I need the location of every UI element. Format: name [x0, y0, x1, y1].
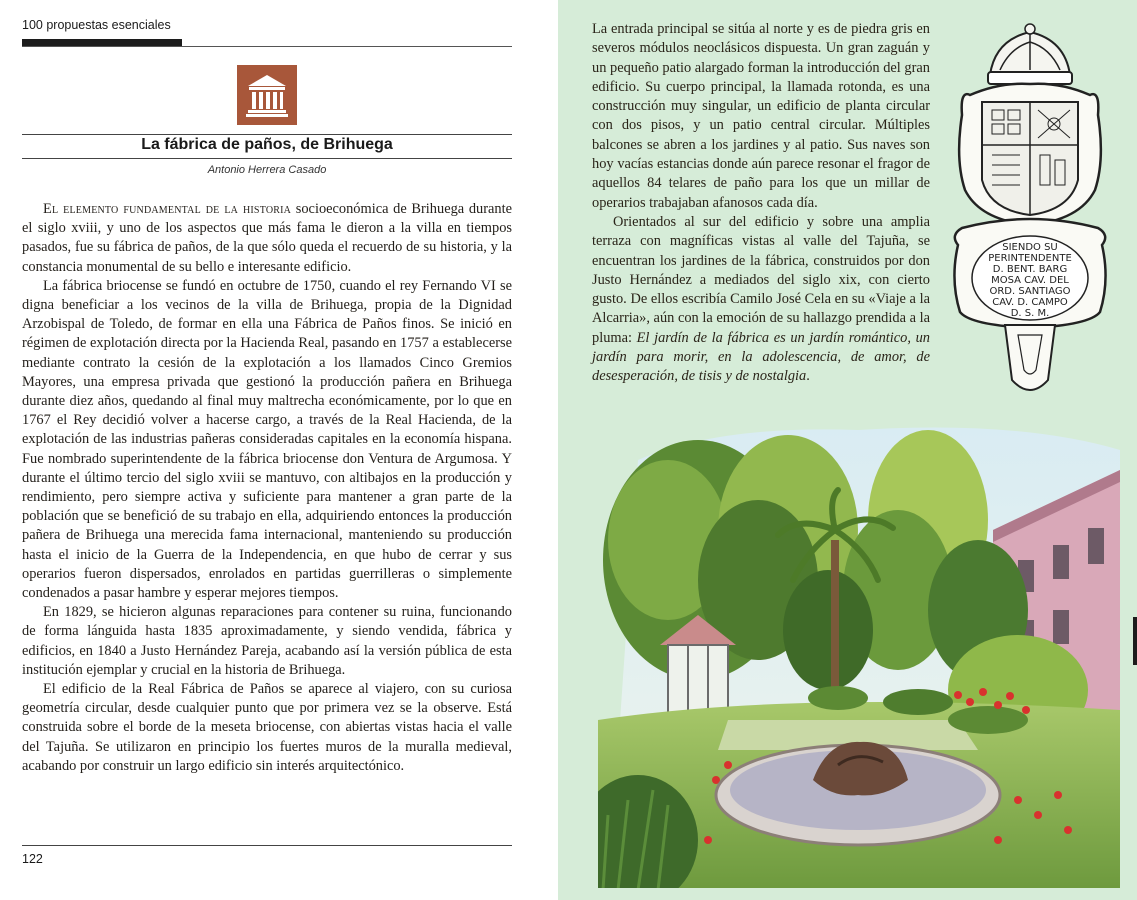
running-header: 100 propuestas esenciales: [22, 18, 171, 32]
left-page: [0, 0, 548, 900]
title-rule-bottom: [22, 158, 512, 159]
classical-building-icon: [237, 65, 297, 125]
article-author: Antonio Herrera Casado: [207, 164, 327, 176]
left-body-text: [22, 200, 512, 776]
article-title: La fábrica de paños, de Brihuega: [141, 136, 393, 153]
seal-line-7: D. S. M.: [1010, 308, 1050, 319]
seal-line-1: SIENDO SU: [1002, 242, 1058, 253]
heraldic-seal-illustration: [940, 20, 1120, 405]
page-edge-tab: [1133, 617, 1137, 665]
paragraph: [592, 213, 930, 387]
seal-line-3: D. BENT. BARG: [992, 264, 1068, 275]
seal-line-5: ORD. SANTIAGO: [989, 286, 1071, 297]
lead-in-smallcaps: El elemento fundamental de la historia: [43, 201, 292, 217]
paragraph: [22, 200, 512, 277]
page-number: 122: [22, 852, 43, 866]
right-body-text: [592, 20, 930, 387]
paragraph-text: Orientados al sur del edificio y sobre una amplia terraza con magníficas vistas al valle del Tajuña, se encuentran los jardines de la fábrica, construidos por don Justo Hernández a mediados del siglo xix, con cierto gusto. De ellos escribía Camilo José Cela en su «Viaje a la Alcarria», aún con la emoción de su hallazgo prendida a la pluma:: [592, 213, 930, 346]
paragraph-rest: socioeconómica de Brihuega durante el siglo xviii, y uno de los aspectos que más fama le dieron a la villa en tiempos pasados, fue su fábrica de paños, de la que sólo queda el recuerdo de su historia, y la constancia monumental de su bello e interesante edificio.: [22, 201, 513, 275]
seal-line-4: MOSA CAV. DEL: [991, 275, 1069, 286]
paragraph: La fábrica briocense se fundó en octubre de 1750, cuando el rey Fernando VI se digna beneficiar a los vecinos de la villa de Brihuega, propia de la Dignidad Arzobispal de Toledo, de formar en ella una Fábrica de Paños finos. Se inició en régimen de explotación directa por la Hacienda Real, pasando en 1757 a establecerse mediante contrato la cesión de la explotación a los llamados Cinco Gremios Mayores, una empresa privada que gestionó la producción pañera en Brihuega durante diez años, quedando al final muy maltrecha económicamente, por lo que en 1767 el Rey decidió volver a hacerse cargo, a través de la Real Hacienda, de la explotación de las industrias pañeras consideradas capitales en la economía hispana. Fue nombrado superintendente de la fábrica briocense don Ventura de Argumosa. Y durante el último tercio del siglo xviii se mantuvo, con altibajos en la producción y rendimiento, pero siempre activa y suficiente para mantener a gran parte de la población que se benefició de su trabajo en ella, adquiriendo entonces la producción pañera de Brihuega una merecida fama internacional, manteniendo su producción hasta el inicio de la Guerra de la Independencia, en que hubo de cerrar y sus operarios fueron dispersados, enrolados en partidas guerrilleras o simplemente condenados a pasar hambre y esperar mejores tiempos.: [22, 277, 512, 602]
seal-line-2: PERINTENDENTE: [988, 253, 1072, 264]
garden-watercolor-painting: [598, 420, 1120, 888]
footer-rule: [22, 845, 512, 846]
title-rule-top: [22, 134, 512, 135]
seal-line-6: CAV. D. CAMPO: [992, 297, 1068, 308]
paragraph: El edificio de la Real Fábrica de Paños se aparece al viajero, con su curiosa geometría circular, desde cualquier punto que por primera vez se la observe. Está construida sobre el borde de la meseta briocense, con abiertas vistas hacia el valle del Tajuña. Se utilizaron en principio los fuertes muros de la muralla medieval, acabando por construir un largo edificio sin interés arquitectónico.: [22, 681, 512, 774]
paragraph: La entrada principal se sitúa al norte y es de piedra gris en severos módulos neoclásicos dispuesta. Un gran zaguán y un pequeño patio alargado forman la introducción del gran edificio. Su cuerpo principal, la llamada rotonda, es una construcción muy singular, un edificio de planta circular con dos pisos, y un patio central circular. Múltiples balcones se abren a los jardines y al patio. Sus naves son hoy vacías estancias donde aún parece resonar el fragor de aquellos 84 telares de paño para los que un millar de operarios trabajaban afanosos cada día.: [592, 21, 930, 211]
cela-quote: El jardín de la fábrica es un jardín romántico, un jardín para morir, en la adolescencia, de amor, de desesperación, de tisis y de nostalgia: [592, 329, 930, 385]
paragraph-end: .: [806, 368, 810, 385]
header-rule: [22, 46, 512, 47]
paragraph: En 1829, se hicieron algunas reparaciones para contener su ruina, funcionando de forma lánguida hasta 1835 aproximadamente, y siendo vendida, fábrica y edificios, en 1840 a Justo Hernández Pareja, acabando así la versión pública de esta institución ejemplar y crucial en la historia de Brihuega.: [22, 604, 512, 678]
